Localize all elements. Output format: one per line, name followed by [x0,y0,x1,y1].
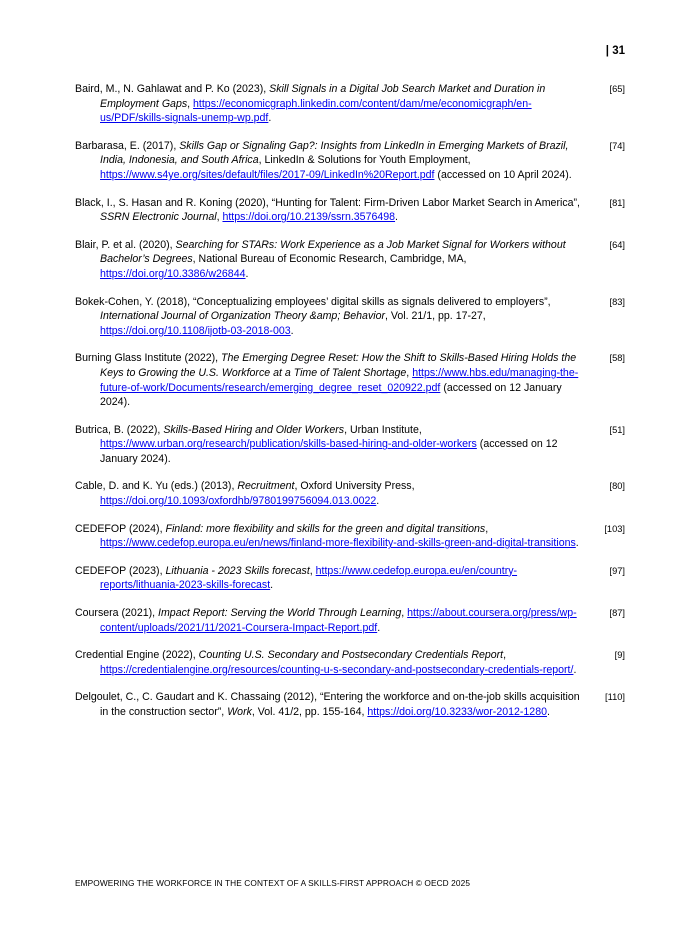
reference-title: Impact Report: Serving the World Through Learning [158,607,402,620]
reference-title: International Journal of Organization Theory &amp; Behavior [100,310,386,323]
reference-text: , Oxford University Press, [294,480,415,493]
reference-citation [75,295,589,339]
reference-entry [75,295,625,339]
reference-link[interactable]: https://credentialengine.org/resources/counting-u-s-secondary-and-postsecondary-credentials-report/ [100,663,574,676]
reference-title: Skills Gap or Signaling Gap?: Insights from LinkedIn in Emerging Markets of Brazil, India, Indonesia, and South Africa [100,139,569,167]
reference-text: Butrica, B. (2022), [75,423,164,436]
reference-text: . [245,267,249,280]
reference-text: , [309,564,316,577]
reference-text: , National Bureau of Economic Research, Cambridge, MA, [192,253,467,266]
reference-text: , Urban Institute, [344,423,422,436]
reference-number: [58] [609,353,625,364]
reference-link[interactable]: https://economicgraph.linkedin.com/content/dam/me/economicgraph/en-us/PDF/skills-signals-unemp-wp.pdf [100,97,532,125]
page-footer: EMPOWERING THE WORKFORCE IN THE CONTEXT OF A SKILLS-FIRST APPROACH © OECD 2025 [75,878,471,888]
reference-number: [65] [609,84,625,94]
reference-title: Searching for STARs: Work Experience as a Job Market Signal for Workers without Bachelor’s Degrees [100,238,566,266]
reference-entry [75,606,625,635]
reference-citation [75,479,589,508]
reference-citation [75,648,589,677]
reference-number: [81] [609,197,625,208]
reference-entry [75,238,625,282]
reference-link[interactable]: https://www.s4ye.org/sites/default/files/2017-09/LinkedIn%20Report.pdf [100,168,435,181]
reference-text: Baird, M., N. Gahlawat and P. Ko (2023), [75,83,270,95]
reference-text: , Vol. 41/2, pp. 155-164, [251,706,368,718]
reference-number: [51] [609,424,625,435]
reference-number: [9] [614,650,625,661]
reference-text: Credential Engine (2022), [75,649,199,662]
reference-text: . [270,579,274,592]
reference-text: . [575,537,579,550]
reference-text: . [290,324,294,337]
reference-link[interactable]: https://doi.org/10.3386/w26844 [100,267,246,280]
reference-entry [75,351,625,409]
reference-text: , [485,522,489,535]
reference-citation [75,82,589,126]
reference-link[interactable]: https://doi.org/10.1093/oxfordhb/9780199756094.013.0022 [100,495,377,508]
reference-title: Skill Signals in a Digital Job Search Market and Duration in Employment Gaps [100,83,546,110]
reference-text: , [406,366,413,379]
reference-text: , [187,97,194,110]
reference-text: (accessed on 12 January 2024). [100,438,558,465]
reference-citation [75,423,589,467]
reference-entry [75,479,625,508]
reference-text: . [377,621,381,634]
reference-link[interactable]: https://www.cedefop.europa.eu/en/news/finland-more-flexibility-and-skills-green-and-digital-transitions [100,537,576,550]
reference-entry [75,648,625,677]
reference-text: , [401,607,408,620]
reference-text: , Vol. 21/1, pp. 17-27, [385,310,486,323]
reference-text: Barbarasa, E. (2017), [75,139,180,152]
reference-number: [97] [609,565,625,576]
reference-text: Delgoulet, C., C. Gaudart and K. Chassaing (2012), “Entering the workforce and on-the-job skills acquisition in the construction sector”, [75,691,580,718]
reference-text: , LinkedIn & Solutions for Youth Employment, [258,154,471,167]
reference-citation [75,564,589,593]
reference-entry [75,564,625,593]
reference-text: . [376,495,380,508]
reference-title: Counting U.S. Secondary and Postsecondary Credentials Report [198,649,504,662]
reference-title: Lithuania - 2023 Skills forecast [165,564,310,577]
reference-entry [75,423,625,467]
reference-link[interactable]: https://www.cedefop.europa.eu/en/country-reports/lithuania-2023-skills-forecast [100,564,518,592]
reference-citation [75,139,589,183]
reference-link[interactable]: https://about.coursera.org/press/wp-content/uploads/2021/11/2021-Coursera-Impact-Report.pdf [100,607,577,634]
reference-title: Skills-Based Hiring and Older Workers [163,423,345,436]
reference-title: The Emerging Degree Reset: How the Shift to Skills-Based Hiring Holds the Keys to Growing the U.S. Workforce at a Time of Talent Shortage [100,352,577,379]
reference-citation [75,606,589,635]
reference-link[interactable]: https://www.hbs.edu/managing-the-future-of-work/Documents/research/emerging_degree_reset_020922.pdf [100,366,579,394]
reference-citation [75,238,589,282]
reference-text: . [547,706,550,718]
reference-text: (accessed on 10 April 2024). [434,168,572,181]
reference-text: , [503,649,507,662]
reference-title: Finland: more flexibility and skills for the green and digital transitions [165,522,486,535]
reference-citation [75,522,589,551]
reference-text: , [216,211,223,224]
reference-link[interactable]: https://www.urban.org/research/publication/skills-based-hiring-and-older-workers [100,438,477,451]
reference-citation [75,196,589,225]
reference-text: . [268,112,272,125]
reference-entry [75,522,625,551]
reference-text: Blair, P. et al. (2020), [75,238,176,251]
reference-text: Bokek-Cohen, Y. (2018), “Conceptualizing employees’ digital skills as signals delivered to employers”, [75,295,551,308]
reference-number: [74] [609,140,625,151]
reference-number: [80] [609,481,625,492]
reference-text: CEDEFOP (2024), [75,522,166,535]
reference-title: Work [227,706,252,718]
reference-citation [75,690,589,719]
reference-text: Burning Glass Institute (2022), [75,352,222,365]
reference-text: . [573,663,577,676]
reference-title: Recruitment [237,480,295,493]
reference-link[interactable]: https://doi.org/10.2139/ssrn.3576498 [222,211,396,224]
reference-number: [103] [604,523,625,534]
reference-link[interactable]: https://doi.org/10.1108/ijotb-03-2018-003 [100,324,291,337]
reference-text: (accessed on 12 January 2024). [100,381,562,409]
reference-entry [75,690,625,719]
reference-number: [83] [609,296,625,307]
reference-text: CEDEFOP (2023), [75,564,166,577]
page-number: | 31 [605,45,625,57]
reference-text: Black, I., S. Hasan and R. Koning (2020), “Hunting for Talent: Firm-Driven Labor Market Search in America”, [75,196,580,209]
reference-list [75,82,625,733]
reference-text: Coursera (2021), [75,607,159,620]
reference-link[interactable]: https://doi.org/10.3233/wor-2012-1280 [367,706,547,718]
reference-title: SSRN Electronic Journal [100,211,217,224]
reference-entry [75,139,625,183]
reference-text: Cable, D. and K. Yu (eds.) (2013), [75,480,238,493]
reference-citation [75,351,589,409]
reference-entry [75,196,625,225]
reference-text: . [395,211,398,224]
reference-number: [110] [605,692,625,703]
reference-number: [64] [609,239,625,250]
reference-number: [87] [609,608,625,619]
reference-entry [75,82,625,126]
